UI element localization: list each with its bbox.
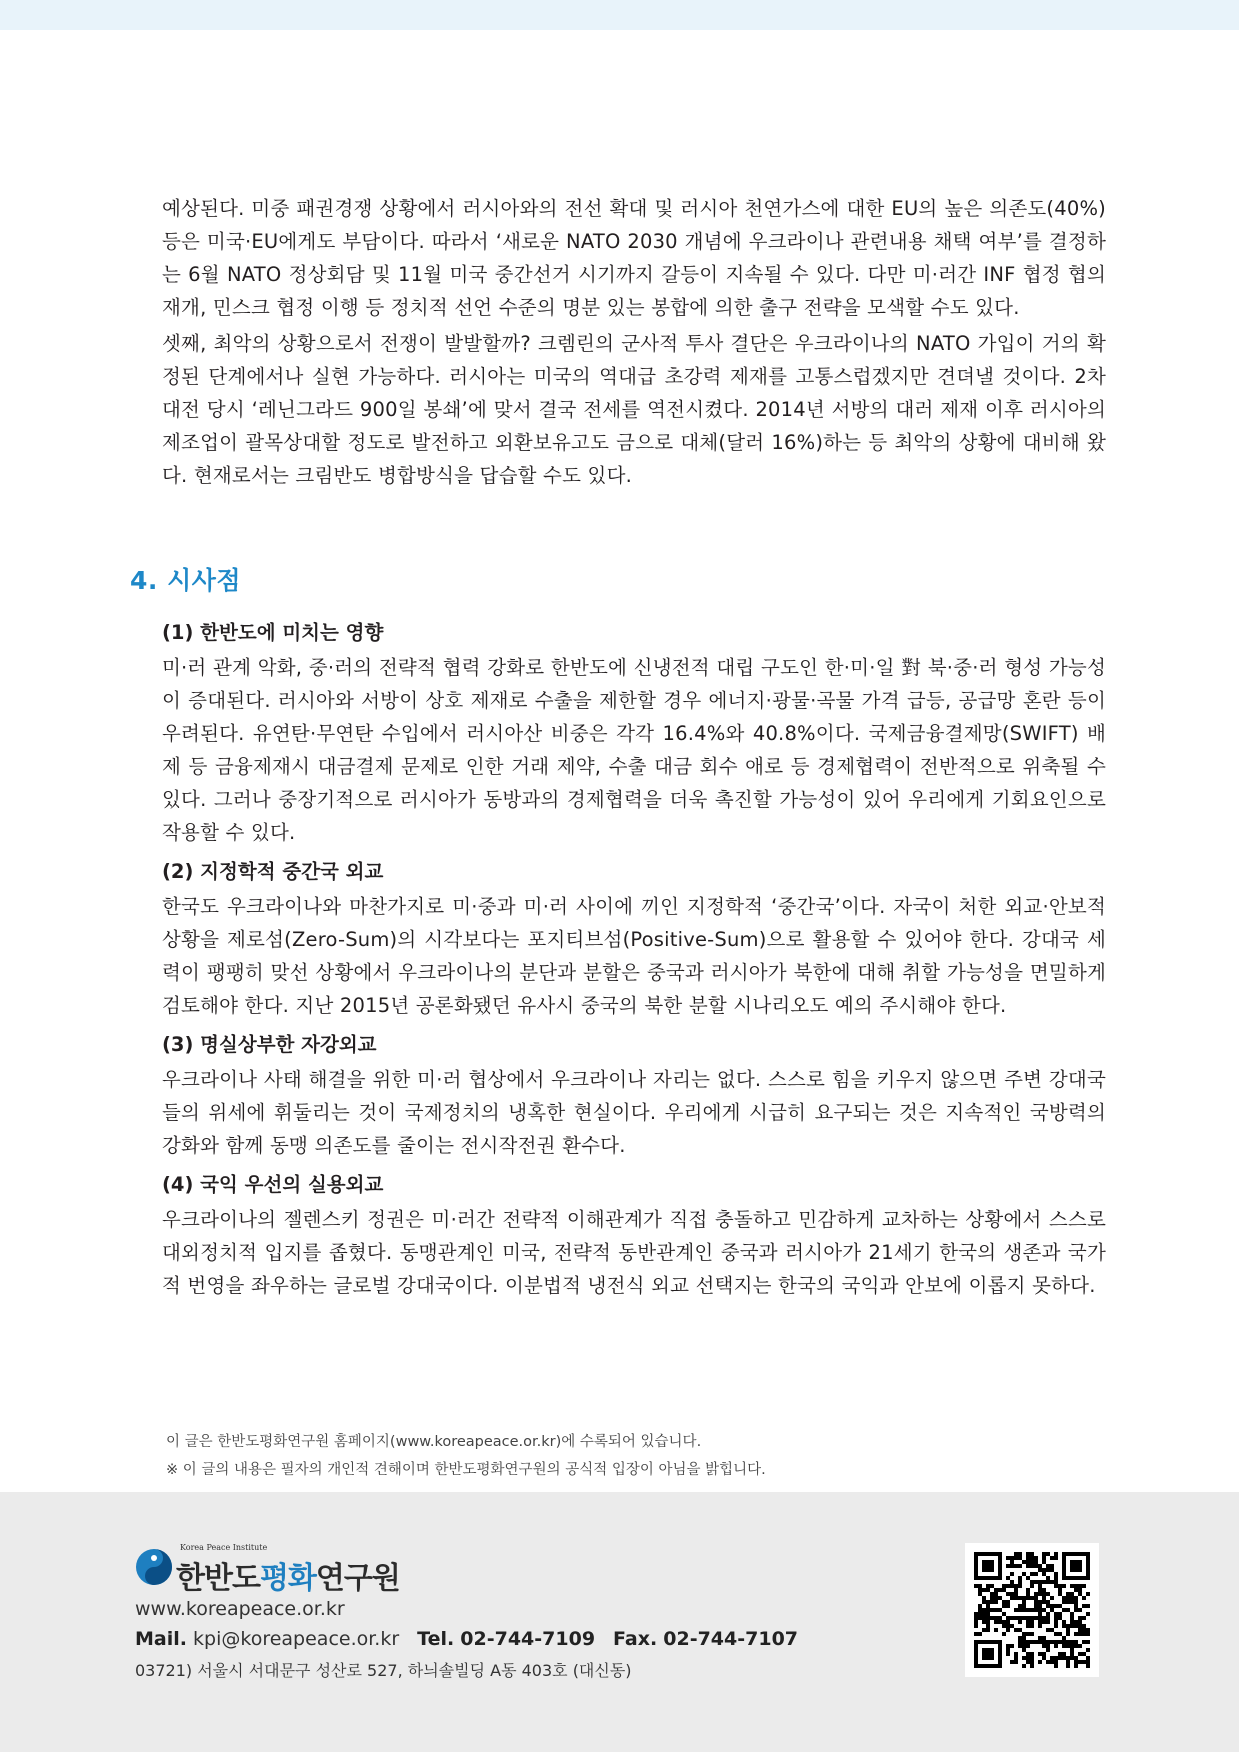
logo-part: 연구원 [315, 1561, 400, 1596]
qr-code-icon [974, 1552, 1090, 1668]
body-text [162, 192, 1106, 492]
footnote: ※ 이 글의 내용은 필자의 개인적 견해이며 한반도평화연구원의 공식적 입장이 아님을 밝힙니다. [166, 1462, 766, 1478]
section-title: 4. 시사점 [130, 566, 242, 595]
subsection-heading: (4) 국익 우선의 실용외교 [162, 1173, 384, 1196]
contact-line [135, 1628, 798, 1650]
subsection-text: 미·러 관계 악화, 중·러의 전략적 협력 강화로 한반도에 신냉전적 대립 구도인 한·미·일 對 북·중·러 형성 가능성이 증대된다. 러시아와 서방이 상호 제재로 수출을 제한할 경우 에너지·광물·곡물 가격 급등, 공급망 혼란 등이 우려된다. 유연탄·무연탄 수입에서 러시아산 비중은 각각 16.4%와 40.8%이다. 국제금융결제망(SWIFT) 배제 등 금융제재시 대금결제 문제로 인한 거래 제약, 수출 대금 회수 애로 등 경제협력이 전반적으로 위축될 수 있다. 그러나 중장기적으로 러시아가 동방과의 경제협력을 더욱 촉진할 가능성이 있어 우리에게 기회요인으로 작용할 수 있다. [162, 656, 1106, 844]
logo-english: Korea Peace Institute [180, 1543, 268, 1552]
subsections [162, 619, 1106, 1311]
tel-label: Tel. [417, 1628, 455, 1650]
subsection [162, 858, 1106, 1022]
tel-number: 02-744-7109 [460, 1628, 596, 1650]
subsection-text: 우크라이나 사태 해결을 위한 미·러 협상에서 우크라이나 자리는 없다. 스스로 힘을 키우지 않으면 주변 강대국들의 위세에 휘둘리는 것이 국제정치의 냉혹한 현실이다. 우리에게 시급히 요구되는 것은 지속적인 국방력의 강화와 함께 동맹 의존도를 줄이는 전시작전권 환수다. [162, 1068, 1106, 1157]
subsection-text: 우크라이나의 젤렌스키 정권은 미·러간 전략적 이해관계가 직접 충돌하고 민감하게 교차하는 상황에서 스스로 대외정치적 입지를 좁혔다. 동맹관계인 미국, 전략적 동반관계인 중국과 러시아가 21세기 한국의 생존과 국가적 번영을 좌우하는 글로벌 강대국이다. 이분법적 냉전식 외교 선택지는 한국의 국익과 안보에 이롭지 못하다. [162, 1208, 1106, 1297]
logo-mark-icon [134, 1547, 174, 1587]
logo-part: 평화 [259, 1561, 316, 1596]
subsection-heading: (1) 한반도에 미치는 영향 [162, 621, 384, 644]
mail-link[interactable]: kpi@koreapeace.or.kr [193, 1628, 400, 1650]
subsection-heading: (3) 명실상부한 자강외교 [162, 1033, 377, 1056]
mail-label: Mail. [135, 1628, 187, 1650]
fax-number: 02-744-7107 [663, 1628, 799, 1650]
subsection-text: 한국도 우크라이나와 마찬가지로 미·중과 미·러 사이에 끼인 지정학적 ‘중간국’이다. 자국이 처한 외교·안보적 상황을 제로섬(Zero-Sum)의 시각보다는 포지티브섬(Positive-Sum)으로 활용할 수 있어야 한다. 강대국 세력이 팽팽히 맞선 상황에서 우크라이나의 분단과 분할은 중국과 러시아가 북한에 대해 취할 가능성을 면밀하게 검토해야 한다. 지난 2015년 공론화됐던 유사시 중국의 북한 분할 시나리오도 예의 주시해야 한다. [162, 895, 1106, 1017]
paragraph: 셋째, 최악의 상황으로서 전쟁이 발발할까? 크렘린의 군사적 투사 결단은 우크라이나의 NATO 가입이 거의 확정된 단계에서나 실현 가능하다. 러시아는 미국의 역대급 초강력 제재를 고통스럽겠지만 견뎌낼 것이다. 2차 대전 당시 ‘레닌그라드 900일 봉쇄’에 맞서 결국 전세를 역전시켰다. 2014년 서방의 대러 제재 이후 러시아의 제조업이 괄목상대할 정도로 발전하고 외환보유고도 금으로 대체(달러 16%)하는 등 최악의 상황에 대비해 왔다. 현재로서는 크림반도 병합방식을 답습할 수도 있다. [162, 332, 1106, 487]
top-band [0, 0, 1239, 30]
fax-label: Fax. [613, 1628, 658, 1650]
subsection-heading: (2) 지정학적 중간국 외교 [162, 860, 384, 883]
subsection [162, 1171, 1106, 1302]
footer [0, 1492, 1239, 1752]
footnotes [166, 1428, 766, 1484]
qr-code[interactable] [965, 1543, 1099, 1677]
logo-korean [176, 1553, 400, 1597]
subsection [162, 619, 1106, 849]
subsection [162, 1031, 1106, 1162]
paragraph: 예상된다. 미중 패권경쟁 상황에서 러시아와의 전선 확대 및 러시아 천연가스에 대한 EU의 높은 의존도(40%) 등은 미국·EU에게도 부담이다. 따라서 ‘새로운 NATO 2030 개념에 우크라이나 관련내용 채택 여부’를 결정하는 6월 NATO 정상회담 및 11월 미국 중간선거 시기까지 갈등이 지속될 수 있다. 다만 미·러간 INF 협정 협의 재개, 민스크 협정 이행 등 정치적 선언 수준의 명분 있는 봉합에 의한 출구 전략을 모색할 수도 있다. [162, 197, 1106, 319]
logo-part: 한반도 [176, 1561, 260, 1596]
website-link[interactable]: www.koreapeace.or.kr [135, 1598, 345, 1620]
footnote: 이 글은 한반도평화연구원 홈페이지(www.koreapeace.or.kr)에 수록되어 있습니다. [166, 1434, 702, 1450]
address: 03721) 서울시 서대문구 성산로 527, 하늬솔빌딩 A동 403호 (대신동) [135, 1661, 632, 1680]
